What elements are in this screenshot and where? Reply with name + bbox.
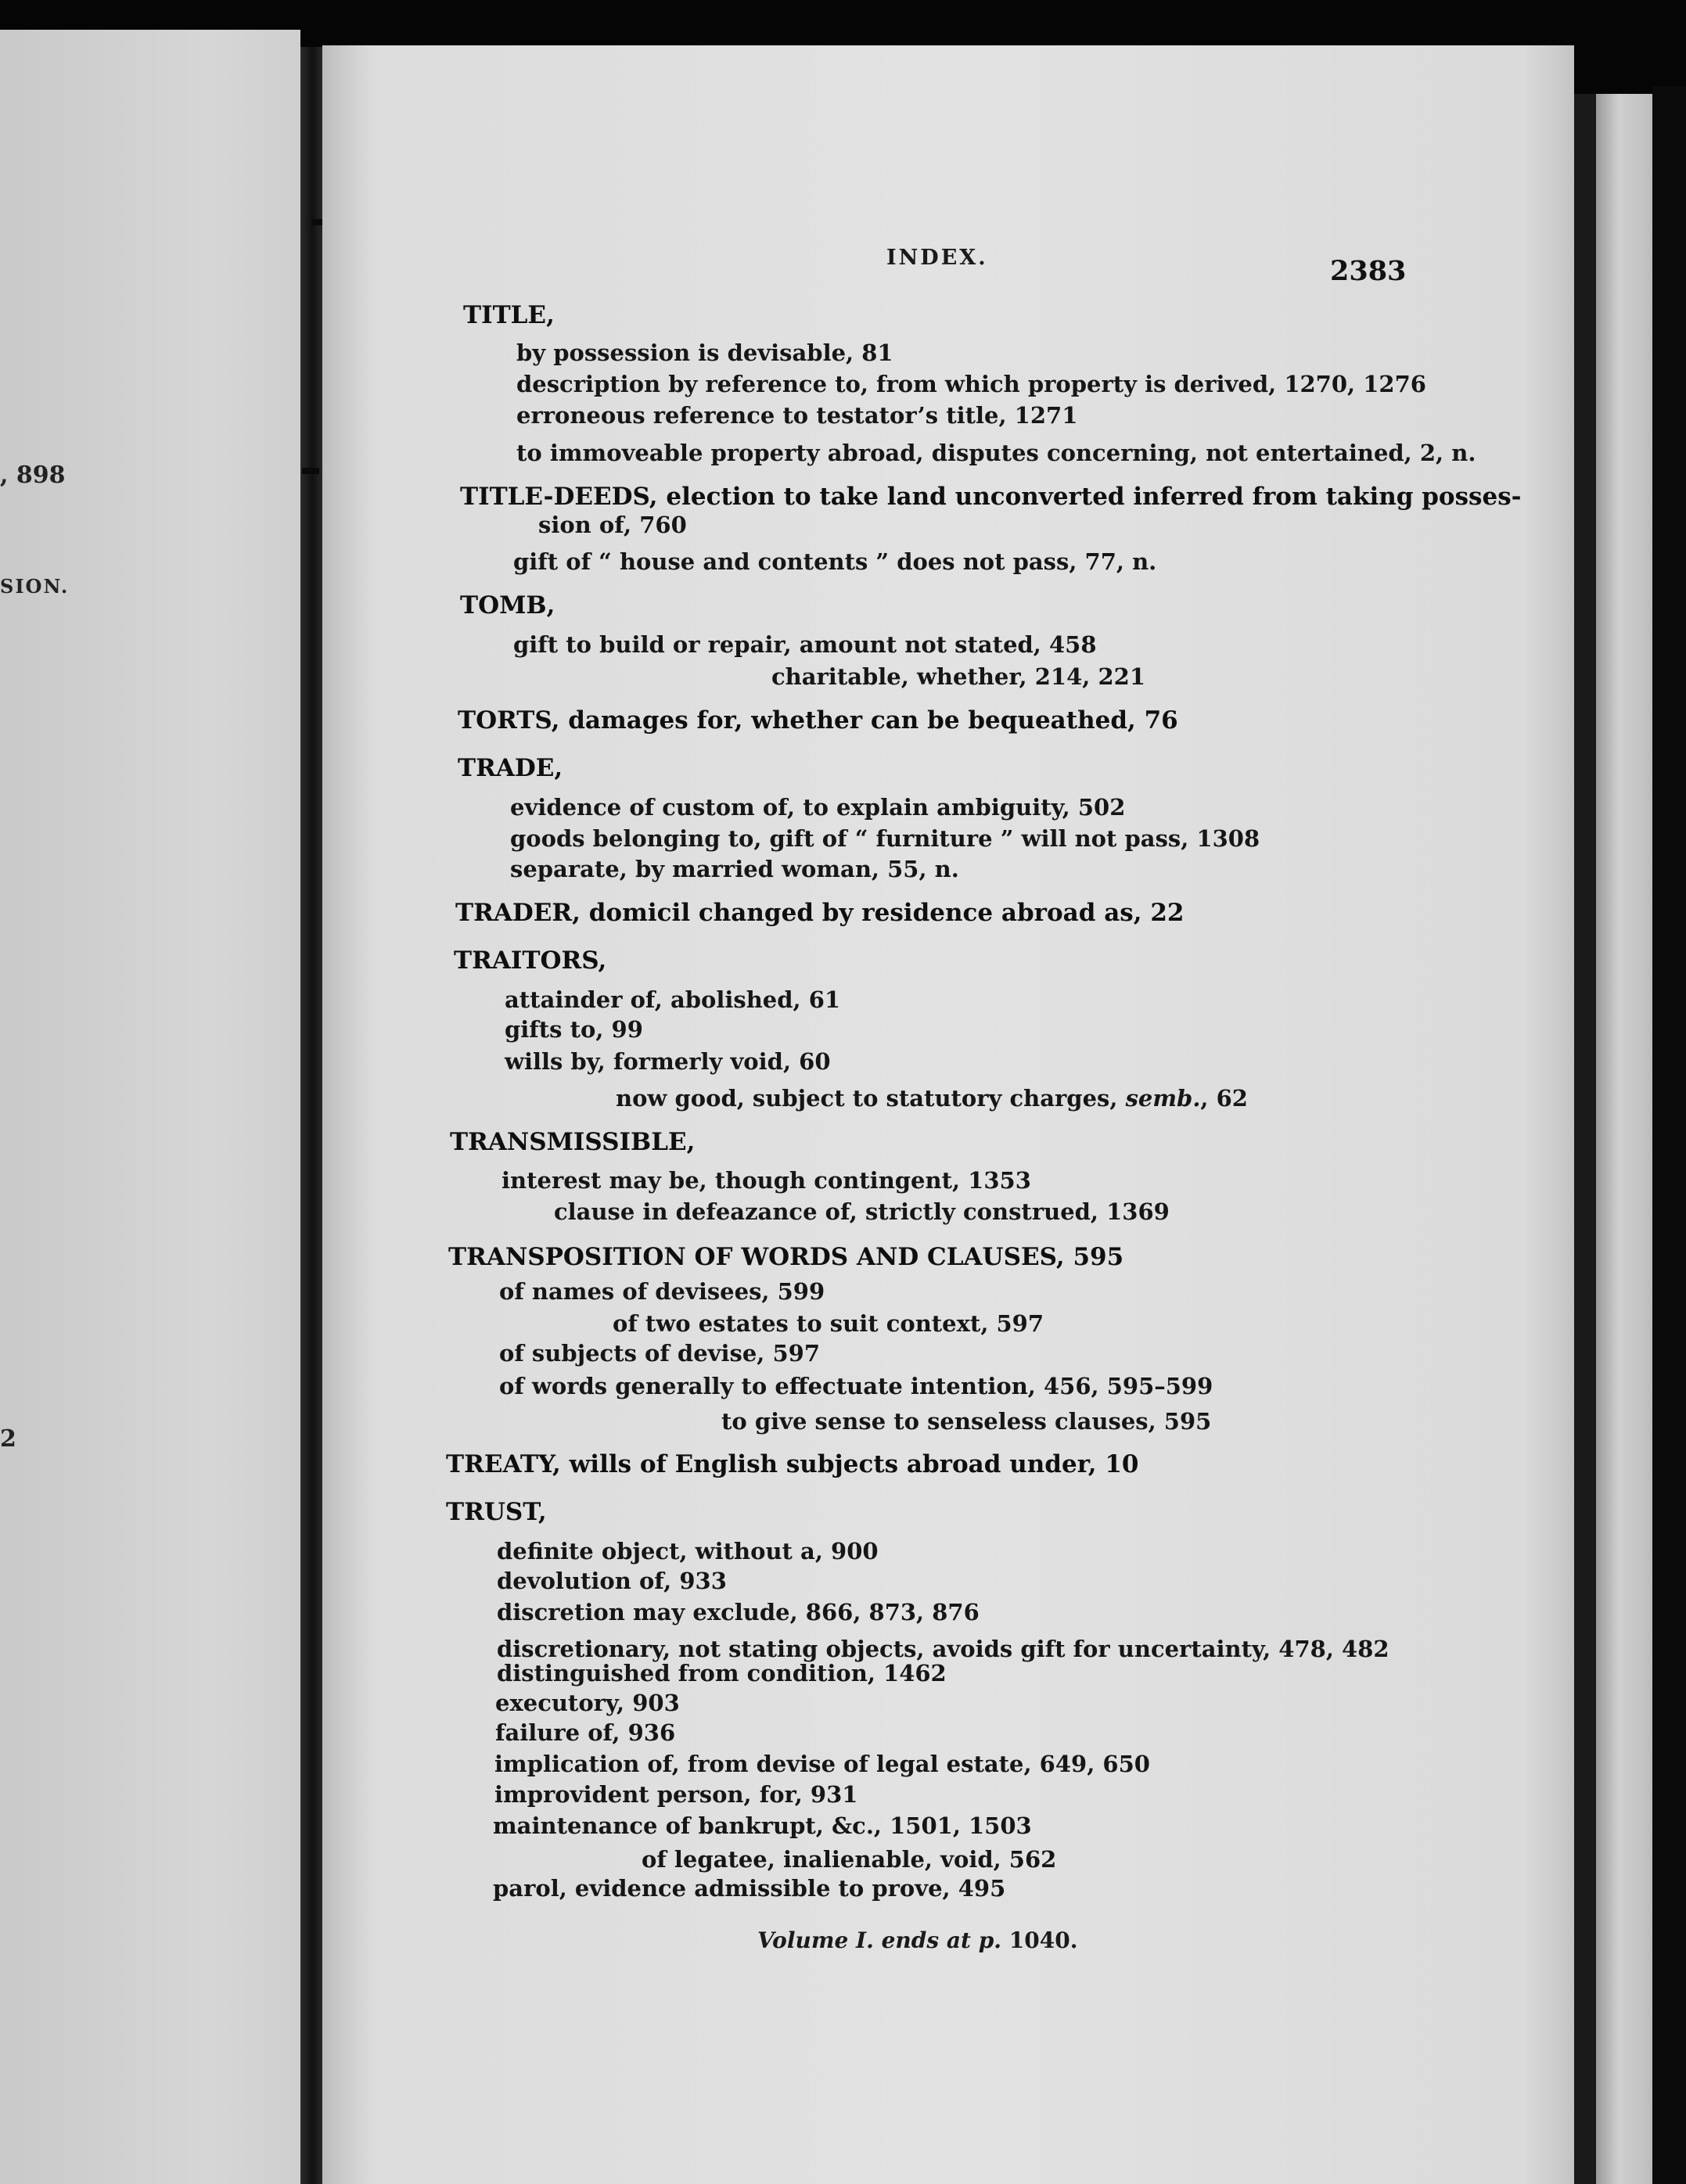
- volume-note-text: Volume I. ends at p.: [757, 1927, 1002, 1953]
- index-subentry: parol, evidence admissible to prove, 495: [493, 1875, 1006, 1902]
- index-subentry: separate, by married woman, 55, n.: [510, 856, 959, 882]
- index-heading: TRADE,: [458, 754, 563, 782]
- index-subentry: attainder of, abolished, 61: [505, 986, 841, 1013]
- index-subentry: description by reference to, from which property is derived, 1270, 1276: [516, 371, 1426, 397]
- index-subentry: by possession is devisable, 81: [516, 339, 893, 366]
- left-page-fragment: SION.: [0, 575, 70, 598]
- index-subentry: definite object, without a, 900: [497, 1538, 879, 1564]
- background-edge: [1652, 86, 1686, 2184]
- index-subentry: charitable, whether, 214, 221: [771, 663, 1146, 690]
- left-page-fragment: 2: [0, 1425, 16, 1453]
- index-subentry: maintenance of bankrupt, &c., 1501, 1503: [493, 1812, 1032, 1839]
- index-heading: TRUST,: [446, 1498, 547, 1526]
- index-subentry: implication of, from devise of legal estate, 649, 650: [494, 1751, 1150, 1777]
- index-subentry: executory, 903: [495, 1690, 680, 1716]
- index-subentry: gifts to, 99: [505, 1016, 643, 1043]
- index-subentry: interest may be, though contingent, 1353: [501, 1167, 1031, 1194]
- left-facing-page: [0, 30, 300, 2184]
- index-subentry: failure of, 936: [495, 1719, 676, 1746]
- index-subentry: of words generally to effectuate intention, 456, 595–599: [499, 1373, 1213, 1399]
- index-subentry: of two estates to suit context, 597: [613, 1310, 1044, 1337]
- index-heading: TRADER, domicil changed by residence abroad as, 22: [455, 899, 1185, 927]
- index-subentry: evidence of custom of, to explain ambiguity, 502: [510, 794, 1126, 821]
- index-subentry: [616, 1087, 1248, 1110]
- index-heading: TREATY, wills of English subjects abroad under, 10: [446, 1450, 1139, 1478]
- index-subentry: gift of “ house and contents ” does not pass, 77, n.: [513, 548, 1157, 575]
- index-subentry: discretion may exclude, 866, 873, 876: [497, 1599, 980, 1625]
- subentry-abbreviation: semb.: [1125, 1085, 1201, 1112]
- index-heading: TOMB,: [460, 591, 555, 620]
- index-continuation: sion of, 760: [538, 512, 687, 538]
- index-heading: TITLE,: [463, 301, 555, 329]
- index-subentry: of subjects of devise, 597: [499, 1340, 821, 1367]
- index-heading: TRANSMISSIBLE,: [450, 1128, 696, 1156]
- index-subentry: devolution of, 933: [497, 1568, 727, 1594]
- subentry-page-ref: , 62: [1200, 1085, 1248, 1112]
- page-number: 2383: [1330, 255, 1407, 287]
- volume-note: [757, 1927, 1077, 1953]
- index-subentry: clause in defeazance of, strictly construed, 1369: [554, 1198, 1170, 1225]
- index-heading: TORTS, damages for, whether can be bequeathed, 76: [458, 706, 1178, 735]
- index-subentry: to give sense to senseless clauses, 595: [721, 1408, 1212, 1435]
- index-subentry: goods belonging to, gift of “ furniture ” will not pass, 1308: [510, 825, 1260, 852]
- binding-mark: [302, 468, 319, 474]
- index-subentry: improvident person, for, 931: [494, 1781, 858, 1808]
- subentry-text: now good, subject to statutory charges,: [616, 1085, 1118, 1112]
- index-subentry: distinguished from condition, 1462: [497, 1660, 947, 1686]
- index-subentry: of names of devisees, 599: [499, 1278, 825, 1305]
- index-heading: TRAITORS,: [454, 947, 607, 975]
- index-subentry: erroneous reference to testator’s title, 1271: [516, 402, 1078, 429]
- page-edge-shadow: [1574, 94, 1596, 2184]
- left-page-fragment: , 898: [0, 462, 66, 489]
- index-subentry: to immoveable property abroad, disputes concerning, not entertained, 2, n.: [516, 440, 1476, 466]
- running-head: INDEX.: [886, 246, 988, 270]
- page-edge-stack: [1596, 94, 1652, 2184]
- volume-note-page: 1040.: [1008, 1927, 1078, 1953]
- index-heading: TITLE-DEEDS, election to take land unconverted inferred from taking posses-: [460, 483, 1522, 511]
- index-subentry: gift to build or repair, amount not stated, 458: [513, 631, 1097, 658]
- index-subentry: discretionary, not stating objects, avoids gift for uncertainty, 478, 482: [497, 1636, 1389, 1662]
- index-subentry: of legatee, inalienable, void, 562: [642, 1846, 1057, 1873]
- index-subentry: wills by, formerly void, 60: [505, 1048, 831, 1075]
- index-heading: TRANSPOSITION OF WORDS AND CLAUSES, 595: [448, 1243, 1124, 1271]
